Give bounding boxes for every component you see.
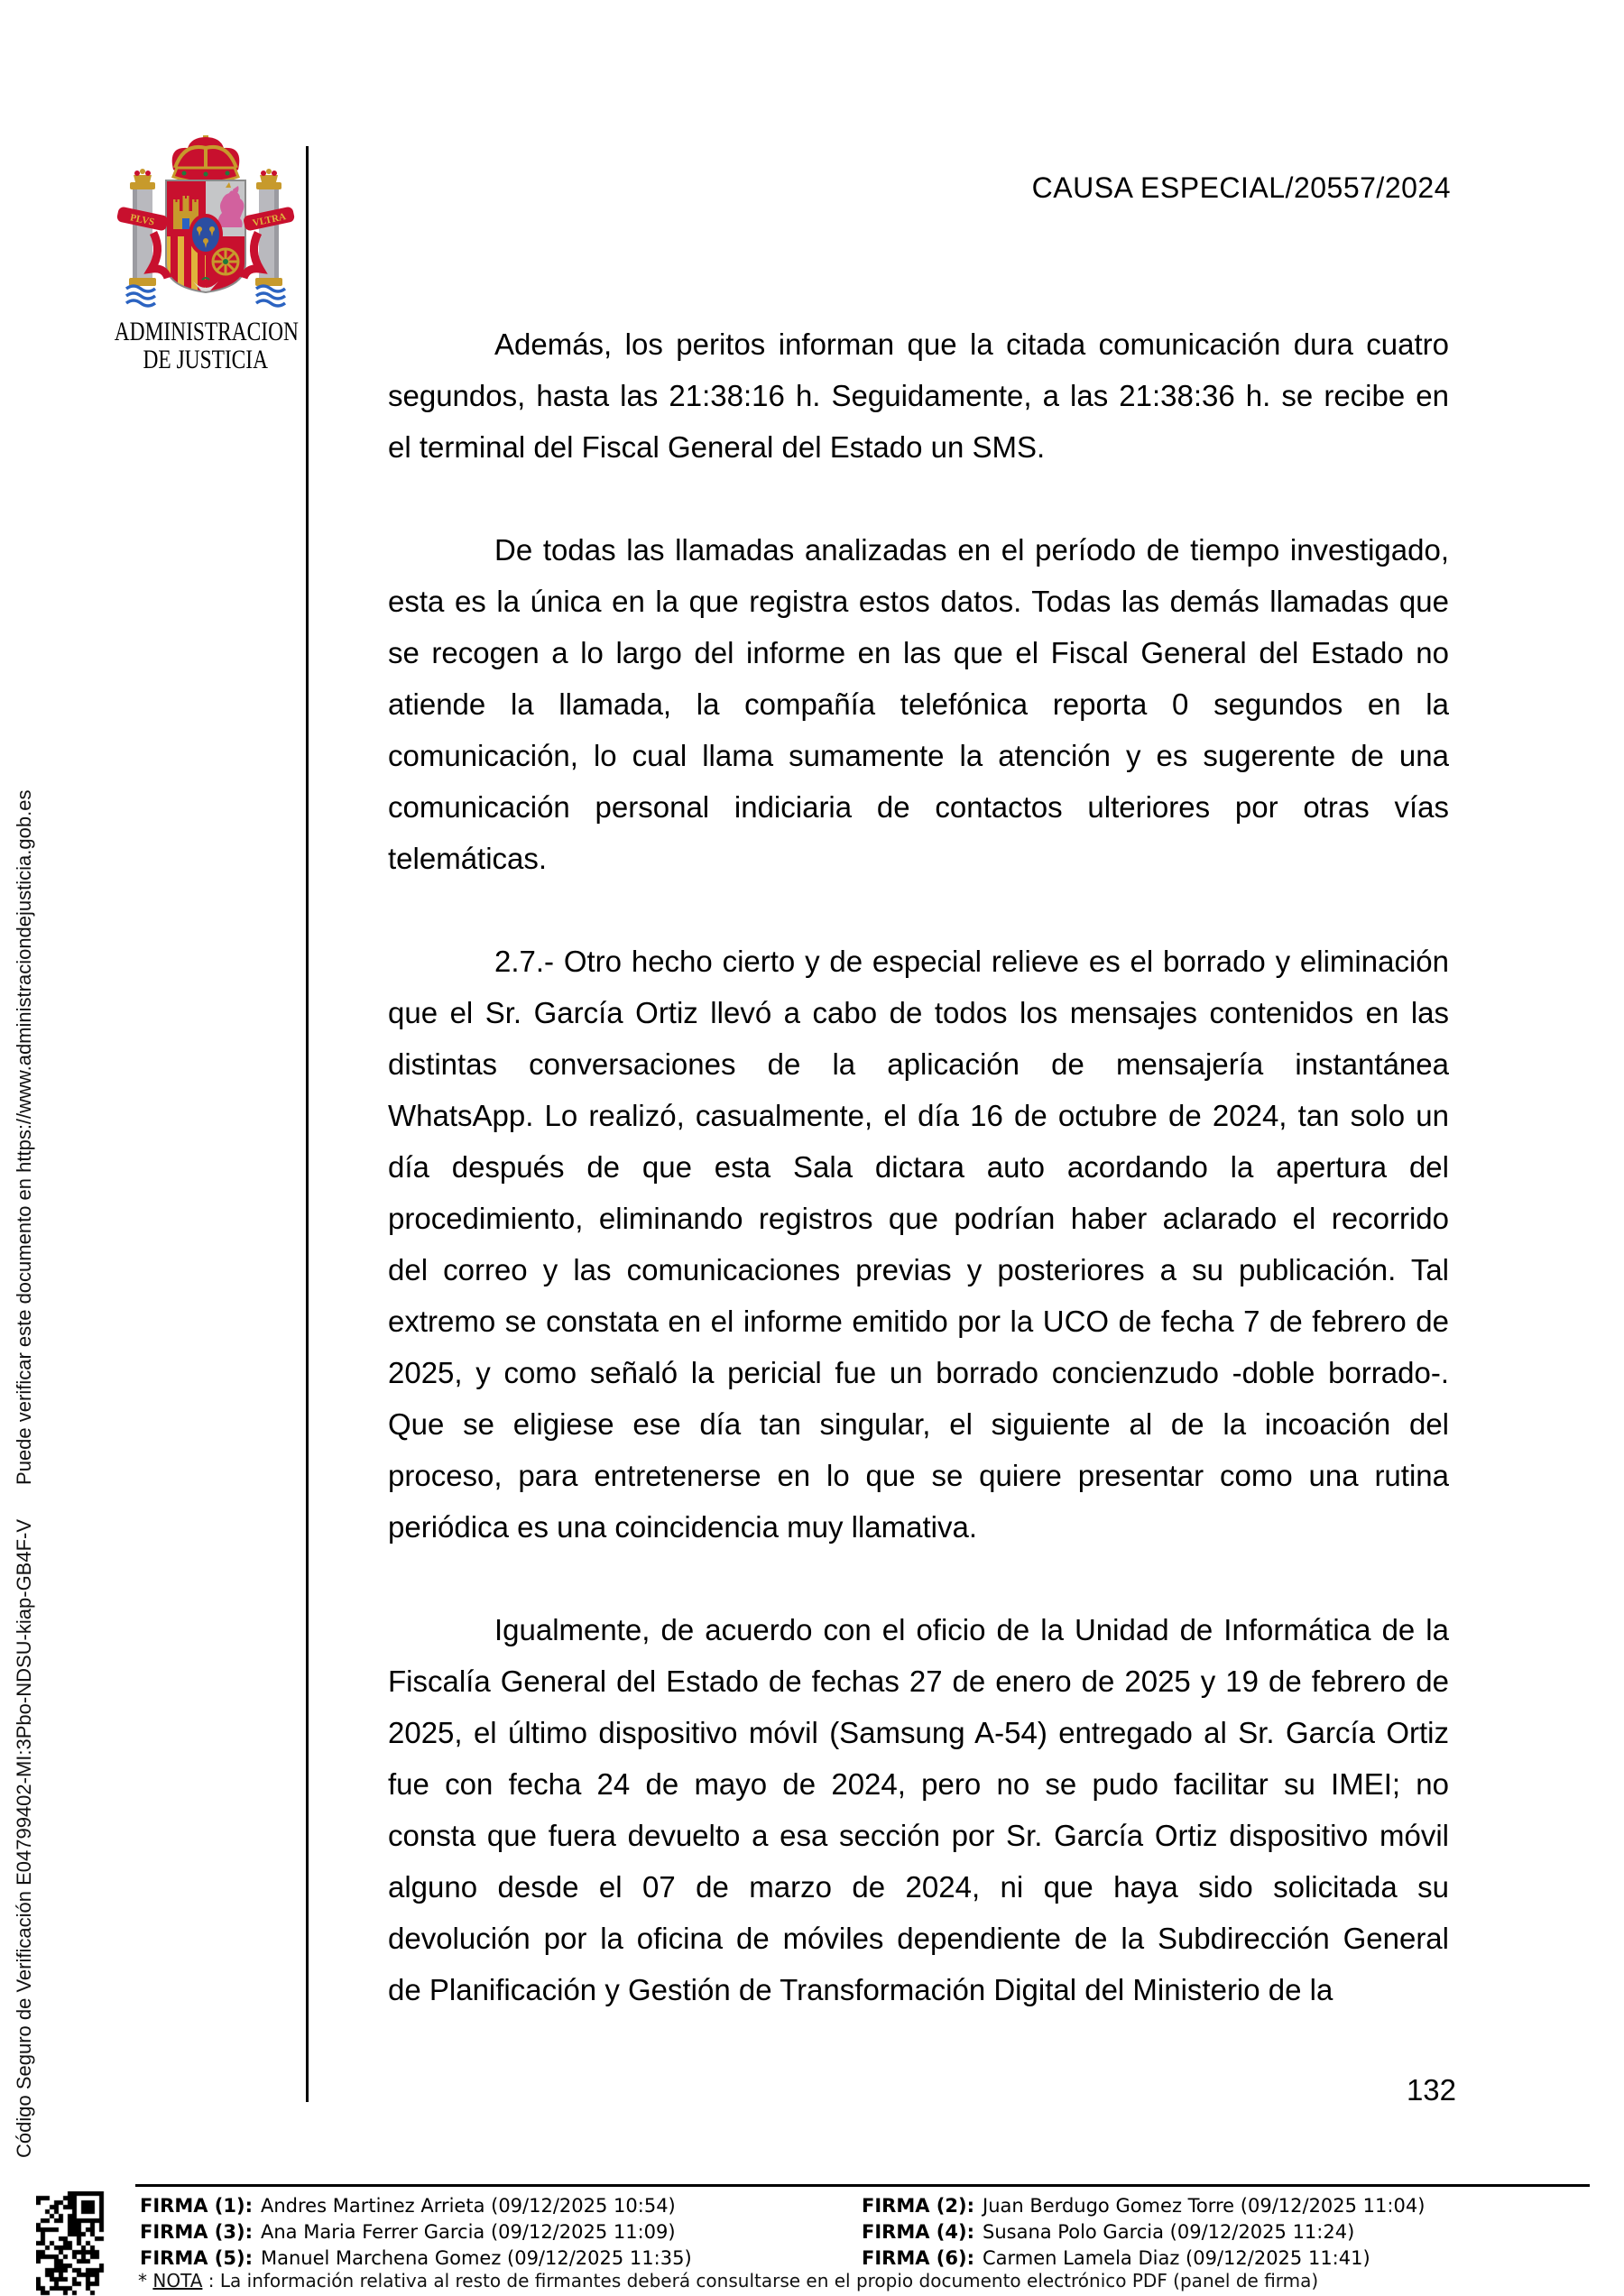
vertical-rule xyxy=(306,146,309,2102)
verification-sidebar xyxy=(13,789,36,2158)
text-line: Que se eligiese ese día tan singular, el siguiente al de la incoación del xyxy=(388,1407,1449,1441)
ministry-logo xyxy=(88,134,323,373)
org-name-line1: ADMINISTRACION xyxy=(114,317,299,346)
text-line: consta que fuera devuelto a esa sección por Sr. García Ortiz dispositivo móvil xyxy=(388,1819,1449,1852)
text-line: 2025, el último dispositivo móvil (Samsung A-54) entregado al Sr. García Ortiz xyxy=(388,1716,1449,1749)
signature-label: FIRMA (4): xyxy=(862,2221,974,2243)
signature-value: Juan Berdugo Gomez Torre (09/12/2025 11:04) xyxy=(983,2195,1426,2217)
royal-crown xyxy=(172,135,240,182)
signature-label: FIRMA (3): xyxy=(140,2221,253,2243)
signature-entry xyxy=(140,2219,853,2245)
case-number: CAUSA ESPECIAL/20557/2024 xyxy=(1031,171,1451,204)
signature-value: Andres Martinez Arrieta (09/12/2025 10:54) xyxy=(261,2195,676,2217)
page-number: 132 xyxy=(1406,2073,1456,2107)
text-line: distintas conversaciones de la aplicación de mensajería instantánea xyxy=(388,1047,1449,1081)
signature-entry xyxy=(140,2245,853,2272)
signature-column-right xyxy=(862,2193,1439,2272)
text-line: comunicación, lo cual llama sumamente la atención y es sugerente de una xyxy=(388,739,1449,772)
shield xyxy=(166,180,245,296)
signature-value: Carmen Lamela Diaz (09/12/2025 11:41) xyxy=(983,2247,1370,2269)
text-line: De todas las llamadas analizadas en el período de tiempo investigado, xyxy=(494,533,1449,567)
text-line: Fiscalía General del Estado de fechas 27 de enero de 2025 y 19 de febrero de xyxy=(388,1664,1449,1698)
text-line: alguno desde el 07 de marzo de 2024, ni que haya sido solicitada su xyxy=(388,1870,1449,1904)
motto-plus-text: PLVS xyxy=(129,212,156,228)
document-body xyxy=(388,318,1449,2067)
text-line: esta es la única en la que registra estos datos. Todas las demás llamadas que xyxy=(388,585,1449,618)
text-line: telemáticas. xyxy=(388,842,548,875)
footer-note xyxy=(138,2269,1455,2292)
text-line: periódica es una coincidencia muy llamativa. xyxy=(388,1510,978,1544)
text-line: que el Sr. García Ortiz llevó a cabo de todos los mensajes contenidos en las xyxy=(388,996,1449,1029)
paragraph-2 xyxy=(388,524,1449,884)
paragraph-4 xyxy=(388,1604,1449,2015)
verify-url-text: Puede verificar este documento en https://www.administraciondejusticia.gob.es xyxy=(13,789,35,1485)
paragraph-3 xyxy=(388,936,1449,1553)
signature-value: Manuel Marchena Gomez (09/12/2025 11:35) xyxy=(261,2247,692,2269)
signature-column-left xyxy=(140,2193,853,2272)
note-text: : La información relativa al resto de firmantes deberá consultarse en el propio documento electrónico PDF (panel de firma) xyxy=(202,2270,1319,2291)
csv-code: Código Seguro de Verificación E04799402-MI:3Pbo-NDSU-kiap-GB4F-V xyxy=(13,1518,35,2158)
text-line: 2025, y como señaló la pericial fue un borrado concienzudo -doble borrado-. xyxy=(388,1356,1449,1389)
text-line: Igualmente, de acuerdo con el oficio de la Unidad de Informática de la xyxy=(494,1613,1449,1646)
text-line: atiende la llamada, la compañía telefónica reporta 0 segundos en la xyxy=(388,687,1449,721)
signature-label: FIRMA (6): xyxy=(862,2247,974,2269)
signature-entry xyxy=(862,2245,1439,2272)
text-line: 2.7.- Otro hecho cierto y de especial relieve es el borrado y eliminación xyxy=(494,945,1449,978)
signature-label: FIRMA (5): xyxy=(140,2247,253,2269)
signature-value: Ana Maria Ferrer Garcia (09/12/2025 11:09) xyxy=(261,2221,676,2243)
signature-entry xyxy=(140,2193,853,2219)
text-line: WhatsApp. Lo realizó, casualmente, el día 16 de octubre de 2024, tan solo un xyxy=(388,1099,1449,1132)
motto-ultra-text: VLTRA xyxy=(251,211,288,229)
footer-rule xyxy=(135,2184,1590,2187)
text-line: de Planificación y Gestión de Transformación Digital del Ministerio de la xyxy=(388,1973,1333,2006)
org-name-line2: DE JUSTICIA xyxy=(143,345,269,374)
note-label: NOTA xyxy=(152,2270,203,2291)
signature-value: Susana Polo Garcia (09/12/2025 11:24) xyxy=(983,2221,1355,2243)
coat-of-arms-spain-icon xyxy=(114,134,298,312)
org-name xyxy=(88,318,323,373)
signature-label: FIRMA (1): xyxy=(140,2195,253,2217)
note-star: * xyxy=(138,2270,147,2291)
text-line: del correo y las comunicaciones previas y posteriores a su publicación. Tal xyxy=(388,1253,1449,1286)
signature-entry xyxy=(862,2219,1439,2245)
text-line: día después de que esta Sala dictara auto acordando la apertura del xyxy=(388,1150,1449,1184)
text-line: Además, los peritos informan que la citada comunicación dura cuatro xyxy=(494,327,1449,361)
text-line: procedimiento, eliminando registros que podrían haber aclarado el recorrido xyxy=(388,1202,1449,1235)
text-line: comunicación personal indiciaria de contactos ulteriores por otras vías xyxy=(388,790,1449,824)
text-line: proceso, para entretenerse en lo que se quiere presentar como una rutina xyxy=(388,1459,1449,1492)
text-line: devolución por la oficina de móviles dependiente de la Subdirección General xyxy=(388,1922,1449,1955)
signature-label: FIRMA (2): xyxy=(862,2195,974,2217)
text-line: segundos, hasta las 21:38:16 h. Seguidamente, a las 21:38:36 h. se recibe en xyxy=(388,379,1449,412)
signature-entry xyxy=(862,2193,1439,2219)
text-line: el terminal del Fiscal General del Estado un SMS. xyxy=(388,430,1046,464)
qr-code xyxy=(36,2191,106,2296)
text-line: extremo se constata en el informe emitido por la UCO de fecha 7 de febrero de xyxy=(388,1305,1449,1338)
text-line: fue con fecha 24 de mayo de 2024, pero no se pudo facilitar su IMEI; no xyxy=(388,1767,1449,1801)
text-line: se recogen a lo largo del informe en las que el Fiscal General del Estado no xyxy=(388,636,1449,669)
paragraph-1 xyxy=(388,318,1449,473)
